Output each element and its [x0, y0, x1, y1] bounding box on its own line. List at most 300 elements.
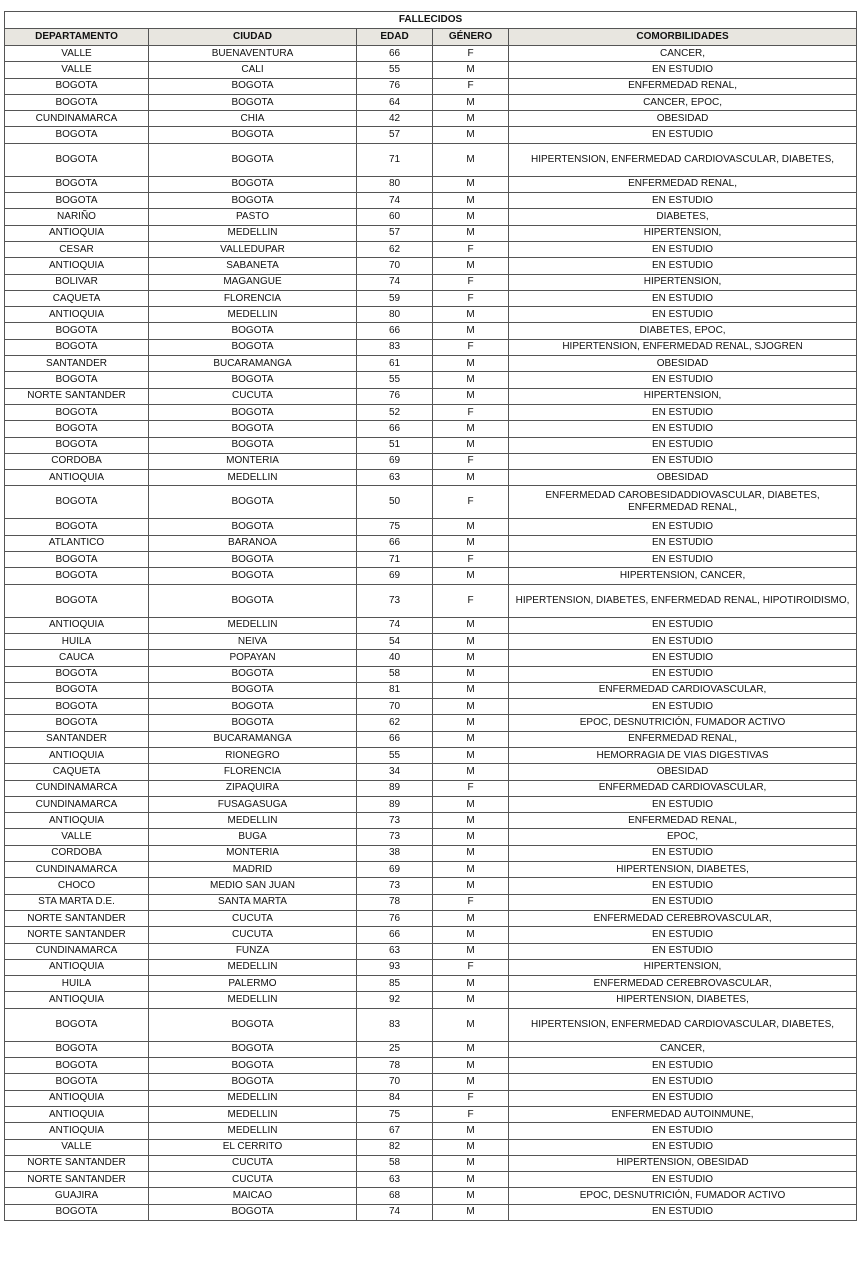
cell-ciudad: ZIPAQUIRA [149, 780, 357, 796]
cell-edad: 76 [357, 388, 433, 404]
table-row [5, 992, 857, 1008]
cell-departamento: ANTIOQUIA [5, 1090, 149, 1106]
cell-comorbilidades: ENFERMEDAD CAROBESIDADDIOVASCULAR, DIABETES, ENFERMEDAD RENAL, [509, 486, 857, 519]
cell-comorbilidades: EN ESTUDIO [509, 1058, 857, 1074]
cell-departamento: BOGOTA [5, 1074, 149, 1090]
column-header-departamento: DEPARTAMENTO [5, 29, 149, 46]
table-row [5, 46, 857, 62]
table-row [5, 1074, 857, 1090]
cell-departamento: BOGOTA [5, 715, 149, 731]
cell-comorbilidades: EN ESTUDIO [509, 127, 857, 143]
table-row [5, 290, 857, 306]
table-row [5, 568, 857, 584]
cell-departamento: NORTE SANTANDER [5, 1172, 149, 1188]
cell-genero: M [433, 1172, 509, 1188]
cell-comorbilidades: EN ESTUDIO [509, 1172, 857, 1188]
cell-genero: M [433, 111, 509, 127]
cell-departamento: HUILA [5, 633, 149, 649]
cell-departamento: STA MARTA D.E. [5, 894, 149, 910]
cell-departamento: CORDOBA [5, 845, 149, 861]
cell-ciudad: MADRID [149, 862, 357, 878]
cell-ciudad: BOGOTA [149, 127, 357, 143]
cell-edad: 61 [357, 356, 433, 372]
cell-comorbilidades: EPOC, DESNUTRICIÓN, FUMADOR ACTIVO [509, 715, 857, 731]
cell-edad: 75 [357, 1106, 433, 1122]
cell-genero: F [433, 453, 509, 469]
cell-comorbilidades: EN ESTUDIO [509, 258, 857, 274]
cell-edad: 63 [357, 943, 433, 959]
cell-departamento: ANTIOQUIA [5, 1106, 149, 1122]
cell-genero: M [433, 845, 509, 861]
cell-edad: 62 [357, 241, 433, 257]
cell-ciudad: MONTERIA [149, 845, 357, 861]
cell-genero: F [433, 404, 509, 420]
cell-comorbilidades: EN ESTUDIO [509, 1139, 857, 1155]
cell-departamento: BOGOTA [5, 143, 149, 176]
cell-edad: 85 [357, 976, 433, 992]
cell-genero: M [433, 421, 509, 437]
cell-departamento: CUNDINAMARCA [5, 862, 149, 878]
cell-departamento: BOGOTA [5, 1041, 149, 1057]
table-row [5, 666, 857, 682]
cell-edad: 69 [357, 453, 433, 469]
cell-departamento: ANTIOQUIA [5, 1123, 149, 1139]
cell-departamento: BOGOTA [5, 339, 149, 355]
cell-comorbilidades: EN ESTUDIO [509, 519, 857, 535]
cell-edad: 74 [357, 274, 433, 290]
cell-genero: M [433, 927, 509, 943]
cell-genero: M [433, 437, 509, 453]
cell-edad: 58 [357, 1155, 433, 1171]
cell-genero: M [433, 699, 509, 715]
cell-ciudad: BOGOTA [149, 1058, 357, 1074]
cell-comorbilidades: EN ESTUDIO [509, 241, 857, 257]
cell-comorbilidades: EN ESTUDIO [509, 372, 857, 388]
cell-ciudad: BOGOTA [149, 682, 357, 698]
table-row [5, 731, 857, 747]
cell-departamento: ANTIOQUIA [5, 747, 149, 763]
cell-ciudad: MEDELLIN [149, 959, 357, 975]
cell-ciudad: MEDELLIN [149, 1090, 357, 1106]
table-row [5, 1188, 857, 1204]
table-row [5, 617, 857, 633]
cell-genero: M [433, 568, 509, 584]
cell-ciudad: BOGOTA [149, 584, 357, 617]
cell-genero: M [433, 127, 509, 143]
cell-edad: 71 [357, 143, 433, 176]
cell-edad: 78 [357, 894, 433, 910]
table-row [5, 650, 857, 666]
cell-genero: M [433, 862, 509, 878]
cell-edad: 81 [357, 682, 433, 698]
cell-genero: F [433, 78, 509, 94]
cell-comorbilidades: EN ESTUDIO [509, 1204, 857, 1220]
cell-genero: M [433, 94, 509, 110]
cell-genero: M [433, 976, 509, 992]
cell-edad: 70 [357, 1074, 433, 1090]
cell-departamento: ANTIOQUIA [5, 225, 149, 241]
cell-comorbilidades: EN ESTUDIO [509, 290, 857, 306]
cell-departamento: BOGOTA [5, 519, 149, 535]
table-row [5, 764, 857, 780]
table-title-row [5, 12, 857, 29]
cell-ciudad: EL CERRITO [149, 1139, 357, 1155]
cell-edad: 80 [357, 176, 433, 192]
cell-ciudad: MEDELLIN [149, 617, 357, 633]
column-header-edad: EDAD [357, 29, 433, 46]
table-header-row [5, 29, 857, 46]
cell-edad: 51 [357, 437, 433, 453]
table-row [5, 1058, 857, 1074]
cell-edad: 73 [357, 813, 433, 829]
cell-ciudad: MEDELLIN [149, 470, 357, 486]
table-row [5, 976, 857, 992]
cell-edad: 62 [357, 715, 433, 731]
cell-comorbilidades: EN ESTUDIO [509, 894, 857, 910]
cell-ciudad: BOGOTA [149, 176, 357, 192]
cell-edad: 78 [357, 1058, 433, 1074]
table-row [5, 437, 857, 453]
cell-departamento: BOGOTA [5, 1008, 149, 1041]
cell-genero: M [433, 258, 509, 274]
cell-departamento: BOGOTA [5, 486, 149, 519]
cell-ciudad: BOGOTA [149, 1041, 357, 1057]
cell-ciudad: BOGOTA [149, 94, 357, 110]
cell-edad: 59 [357, 290, 433, 306]
cell-ciudad: BOGOTA [149, 666, 357, 682]
cell-edad: 60 [357, 209, 433, 225]
cell-edad: 66 [357, 46, 433, 62]
cell-ciudad: PASTO [149, 209, 357, 225]
cell-comorbilidades: EN ESTUDIO [509, 437, 857, 453]
table-row [5, 339, 857, 355]
cell-ciudad: MEDELLIN [149, 225, 357, 241]
cell-edad: 92 [357, 992, 433, 1008]
cell-genero: M [433, 470, 509, 486]
cell-comorbilidades: HIPERTENSION, ENFERMEDAD RENAL, SJOGREN [509, 339, 857, 355]
cell-departamento: BOGOTA [5, 666, 149, 682]
cell-comorbilidades: EN ESTUDIO [509, 62, 857, 78]
deaths-table-container [4, 11, 856, 1221]
cell-departamento: VALLE [5, 1139, 149, 1155]
cell-ciudad: BOGOTA [149, 421, 357, 437]
cell-ciudad: NEIVA [149, 633, 357, 649]
table-row [5, 927, 857, 943]
table-row [5, 682, 857, 698]
cell-departamento: BOLIVAR [5, 274, 149, 290]
cell-edad: 82 [357, 1139, 433, 1155]
cell-ciudad: POPAYAN [149, 650, 357, 666]
cell-genero: M [433, 1008, 509, 1041]
cell-departamento: SANTANDER [5, 731, 149, 747]
cell-comorbilidades: EN ESTUDIO [509, 193, 857, 209]
cell-edad: 55 [357, 62, 433, 78]
cell-genero: F [433, 584, 509, 617]
cell-genero: M [433, 813, 509, 829]
cell-comorbilidades: HEMORRAGIA DE VIAS DIGESTIVAS [509, 747, 857, 763]
cell-ciudad: CHIA [149, 111, 357, 127]
table-row [5, 894, 857, 910]
cell-genero: M [433, 519, 509, 535]
cell-edad: 54 [357, 633, 433, 649]
cell-genero: M [433, 731, 509, 747]
cell-comorbilidades: HIPERTENSION, [509, 388, 857, 404]
cell-departamento: BOGOTA [5, 682, 149, 698]
cell-departamento: GUAJIRA [5, 1188, 149, 1204]
table-row [5, 633, 857, 649]
cell-comorbilidades: HIPERTENSION, DIABETES, [509, 862, 857, 878]
cell-genero: M [433, 992, 509, 1008]
cell-ciudad: CUCUTA [149, 1155, 357, 1171]
cell-departamento: VALLE [5, 829, 149, 845]
cell-edad: 66 [357, 927, 433, 943]
cell-comorbilidades: ENFERMEDAD RENAL, [509, 731, 857, 747]
cell-genero: M [433, 1074, 509, 1090]
cell-ciudad: BOGOTA [149, 519, 357, 535]
cell-edad: 55 [357, 372, 433, 388]
cell-departamento: CUNDINAMARCA [5, 943, 149, 959]
cell-edad: 75 [357, 519, 433, 535]
cell-departamento: BOGOTA [5, 127, 149, 143]
cell-departamento: CUNDINAMARCA [5, 780, 149, 796]
table-row [5, 111, 857, 127]
table-row [5, 258, 857, 274]
cell-departamento: BOGOTA [5, 552, 149, 568]
cell-edad: 52 [357, 404, 433, 420]
cell-genero: M [433, 193, 509, 209]
cell-ciudad: BOGOTA [149, 699, 357, 715]
cell-ciudad: MEDIO SAN JUAN [149, 878, 357, 894]
table-row [5, 323, 857, 339]
table-row [5, 552, 857, 568]
cell-departamento: VALLE [5, 46, 149, 62]
cell-departamento: CAQUETA [5, 290, 149, 306]
table-row [5, 862, 857, 878]
cell-comorbilidades: EN ESTUDIO [509, 617, 857, 633]
cell-comorbilidades: EN ESTUDIO [509, 421, 857, 437]
cell-ciudad: CALI [149, 62, 357, 78]
table-row [5, 193, 857, 209]
cell-comorbilidades: EN ESTUDIO [509, 552, 857, 568]
cell-ciudad: VALLEDUPAR [149, 241, 357, 257]
cell-edad: 68 [357, 1188, 433, 1204]
cell-comorbilidades: DIABETES, [509, 209, 857, 225]
cell-ciudad: MAGANGUE [149, 274, 357, 290]
cell-edad: 83 [357, 1008, 433, 1041]
cell-genero: F [433, 339, 509, 355]
table-row [5, 519, 857, 535]
cell-genero: F [433, 46, 509, 62]
cell-genero: F [433, 959, 509, 975]
cell-genero: M [433, 796, 509, 812]
cell-edad: 66 [357, 421, 433, 437]
cell-ciudad: BOGOTA [149, 339, 357, 355]
cell-genero: M [433, 176, 509, 192]
cell-genero: M [433, 1204, 509, 1220]
cell-edad: 93 [357, 959, 433, 975]
cell-departamento: BOGOTA [5, 372, 149, 388]
cell-departamento: NORTE SANTANDER [5, 388, 149, 404]
cell-ciudad: BOGOTA [149, 568, 357, 584]
cell-genero: M [433, 1139, 509, 1155]
cell-edad: 64 [357, 94, 433, 110]
cell-genero: M [433, 388, 509, 404]
cell-edad: 66 [357, 535, 433, 551]
cell-ciudad: BUCARAMANGA [149, 731, 357, 747]
cell-comorbilidades: HIPERTENSION, DIABETES, ENFERMEDAD RENAL, HIPOTIROIDISMO, [509, 584, 857, 617]
table-row [5, 1155, 857, 1171]
cell-ciudad: SABANETA [149, 258, 357, 274]
cell-ciudad: FLORENCIA [149, 764, 357, 780]
cell-ciudad: BOGOTA [149, 404, 357, 420]
cell-edad: 71 [357, 552, 433, 568]
table-row [5, 1008, 857, 1041]
table-row [5, 274, 857, 290]
cell-comorbilidades: HIPERTENSION, OBESIDAD [509, 1155, 857, 1171]
cell-edad: 73 [357, 878, 433, 894]
cell-ciudad: BOGOTA [149, 372, 357, 388]
cell-departamento: NORTE SANTANDER [5, 910, 149, 926]
cell-ciudad: FUSAGASUGA [149, 796, 357, 812]
cell-genero: F [433, 290, 509, 306]
cell-ciudad: BOGOTA [149, 552, 357, 568]
cell-departamento: BOGOTA [5, 78, 149, 94]
cell-comorbilidades: EN ESTUDIO [509, 535, 857, 551]
cell-genero: F [433, 552, 509, 568]
cell-departamento: ANTIOQUIA [5, 307, 149, 323]
table-row [5, 94, 857, 110]
cell-comorbilidades: EN ESTUDIO [509, 1074, 857, 1090]
cell-edad: 40 [357, 650, 433, 666]
cell-genero: M [433, 715, 509, 731]
cell-comorbilidades: CANCER, [509, 46, 857, 62]
cell-genero: M [433, 878, 509, 894]
cell-ciudad: BOGOTA [149, 715, 357, 731]
cell-departamento: ATLANTICO [5, 535, 149, 551]
cell-genero: M [433, 372, 509, 388]
table-row [5, 209, 857, 225]
cell-genero: M [433, 225, 509, 241]
cell-edad: 63 [357, 470, 433, 486]
cell-departamento: BOGOTA [5, 699, 149, 715]
table-row [5, 845, 857, 861]
cell-departamento: CUNDINAMARCA [5, 796, 149, 812]
cell-departamento: NORTE SANTANDER [5, 927, 149, 943]
cell-edad: 74 [357, 617, 433, 633]
table-row [5, 388, 857, 404]
cell-genero: M [433, 1188, 509, 1204]
cell-genero: M [433, 1155, 509, 1171]
cell-ciudad: BOGOTA [149, 1008, 357, 1041]
cell-genero: M [433, 1041, 509, 1057]
cell-genero: F [433, 486, 509, 519]
cell-genero: M [433, 633, 509, 649]
cell-ciudad: CUCUTA [149, 1172, 357, 1188]
cell-comorbilidades: EN ESTUDIO [509, 943, 857, 959]
cell-edad: 34 [357, 764, 433, 780]
cell-ciudad: BOGOTA [149, 1204, 357, 1220]
cell-comorbilidades: ENFERMEDAD RENAL, [509, 176, 857, 192]
cell-comorbilidades: HIPERTENSION, [509, 274, 857, 290]
table-row [5, 813, 857, 829]
cell-edad: 69 [357, 862, 433, 878]
cell-departamento: CUNDINAMARCA [5, 111, 149, 127]
cell-edad: 42 [357, 111, 433, 127]
cell-departamento: NARIÑO [5, 209, 149, 225]
cell-comorbilidades: HIPERTENSION, CANCER, [509, 568, 857, 584]
cell-departamento: CAQUETA [5, 764, 149, 780]
cell-ciudad: FUNZA [149, 943, 357, 959]
table-row [5, 1123, 857, 1139]
cell-ciudad: BOGOTA [149, 1074, 357, 1090]
cell-genero: M [433, 1123, 509, 1139]
cell-departamento: CHOCO [5, 878, 149, 894]
cell-departamento: ANTIOQUIA [5, 617, 149, 633]
cell-genero: F [433, 780, 509, 796]
cell-ciudad: BOGOTA [149, 486, 357, 519]
cell-departamento: BOGOTA [5, 176, 149, 192]
cell-edad: 76 [357, 78, 433, 94]
cell-comorbilidades: OBESIDAD [509, 470, 857, 486]
table-row [5, 878, 857, 894]
table-row [5, 356, 857, 372]
cell-departamento: CORDOBA [5, 453, 149, 469]
cell-comorbilidades: ENFERMEDAD CARDIOVASCULAR, [509, 682, 857, 698]
cell-comorbilidades: HIPERTENSION, [509, 959, 857, 975]
cell-departamento: BOGOTA [5, 193, 149, 209]
cell-genero: M [433, 910, 509, 926]
table-row [5, 127, 857, 143]
table-row [5, 829, 857, 845]
table-row [5, 780, 857, 796]
cell-edad: 25 [357, 1041, 433, 1057]
table-row [5, 1139, 857, 1155]
cell-genero: F [433, 894, 509, 910]
cell-edad: 66 [357, 731, 433, 747]
table-row [5, 470, 857, 486]
table-row [5, 62, 857, 78]
cell-comorbilidades: EN ESTUDIO [509, 666, 857, 682]
cell-comorbilidades: EPOC, DESNUTRICIÓN, FUMADOR ACTIVO [509, 1188, 857, 1204]
cell-genero: M [433, 323, 509, 339]
cell-genero: M [433, 682, 509, 698]
column-header-genero: GÉNERO [433, 29, 509, 46]
cell-genero: M [433, 747, 509, 763]
cell-departamento: ANTIOQUIA [5, 470, 149, 486]
cell-comorbilidades: ENFERMEDAD AUTOINMUNE, [509, 1106, 857, 1122]
table-row [5, 1172, 857, 1188]
cell-genero: M [433, 829, 509, 845]
cell-edad: 57 [357, 225, 433, 241]
cell-comorbilidades: CANCER, EPOC, [509, 94, 857, 110]
cell-departamento: VALLE [5, 62, 149, 78]
table-row [5, 372, 857, 388]
cell-genero: F [433, 1106, 509, 1122]
cell-genero: M [433, 1058, 509, 1074]
cell-ciudad: BUGA [149, 829, 357, 845]
table-row [5, 796, 857, 812]
cell-comorbilidades: DIABETES, EPOC, [509, 323, 857, 339]
cell-departamento: BOGOTA [5, 94, 149, 110]
cell-comorbilidades: EN ESTUDIO [509, 878, 857, 894]
cell-ciudad: BUENAVENTURA [149, 46, 357, 62]
cell-edad: 57 [357, 127, 433, 143]
cell-edad: 80 [357, 307, 433, 323]
cell-departamento: SANTANDER [5, 356, 149, 372]
cell-comorbilidades: EN ESTUDIO [509, 633, 857, 649]
cell-ciudad: MONTERIA [149, 453, 357, 469]
cell-genero: F [433, 1090, 509, 1106]
